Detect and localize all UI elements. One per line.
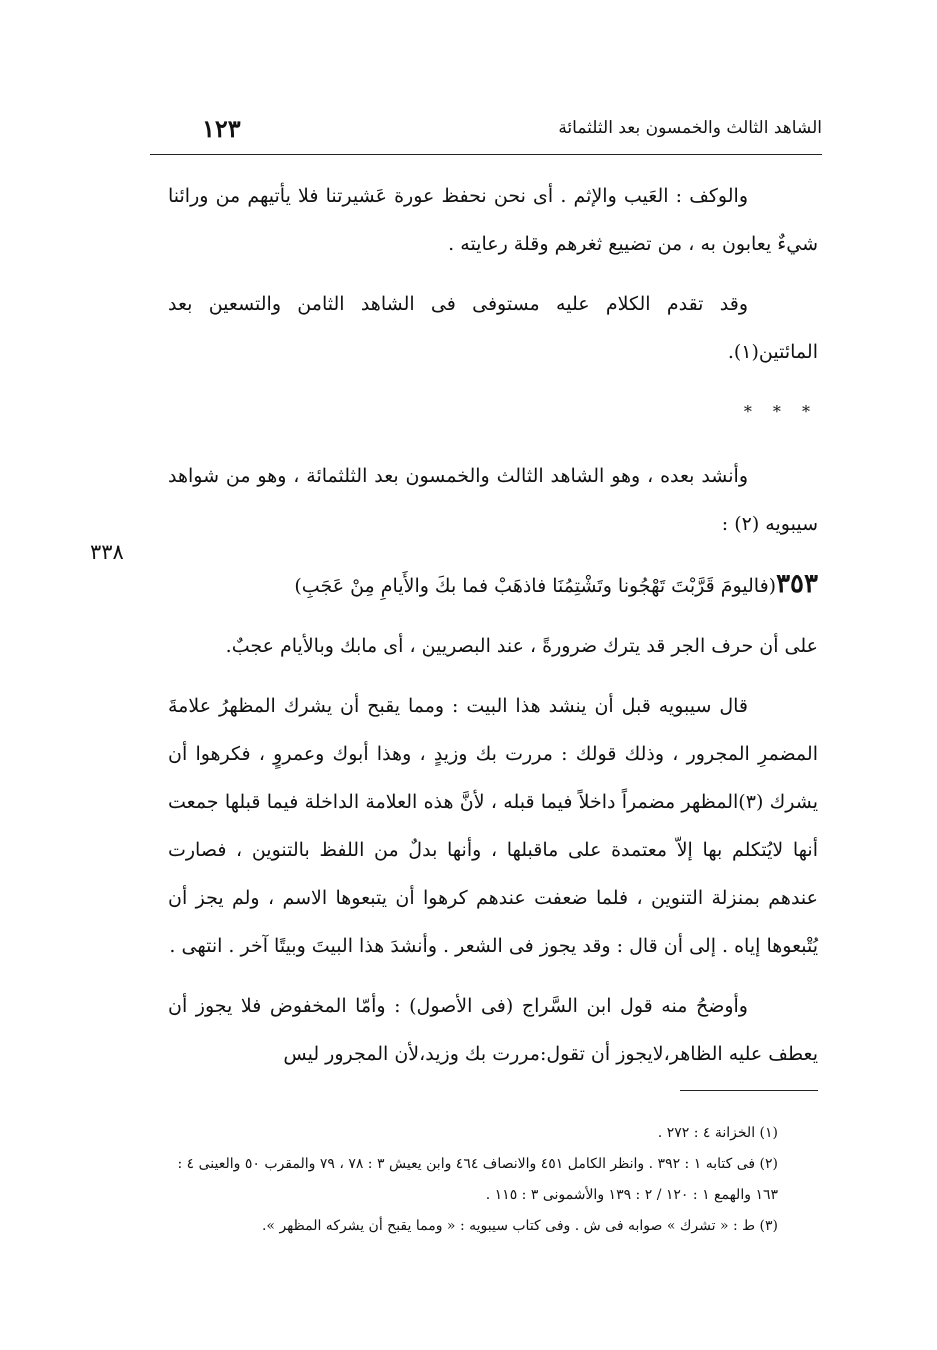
running-title: الشاهد الثالث والخمسون بعد الثلثمائة [558, 118, 822, 138]
paragraph: وأنشد بعده ، وهو الشاهد الثالث والخمسون بعد الثلثمائة ، وهو من شواهد سيبويه (٢) : [168, 465, 818, 535]
paragraph: على أن حرف الجر قد يترك ضرورةً ، عند البصريين ، أى مابك وبالأيام عجبٌ. [225, 635, 818, 657]
verse-line [168, 560, 818, 610]
page-number: ١٢٣ [202, 114, 241, 143]
verse-text: (فاليومَ قَرَّبْتَ تَهْجُونا وتَشْتِمُنَا فاذهَبْ فما بكَ والأَيامِ مِنْ عَجَبِ) [294, 575, 777, 597]
footnote: (١) الخزانة ٤ : ٢٧٢ . [657, 1125, 778, 1141]
footnote-rule [680, 1090, 818, 1091]
paragraph: وقد تقدم الكلام عليه مستوفى فى الشاهد الثامن والتسعين بعد المائتين(١). [168, 293, 818, 363]
header-rule [150, 154, 822, 155]
paragraph: قال سيبويه قبل أن ينشد هذا البيت : ومما يقبح أن يشرك المظهرُ علامةَ المضمرِ المجرور ، وذلك قولك : مررت بك وزيدٍ ، وهذا أبوك وعمروٍ ، فكرهوا أن يشرك (٣)المظهر مضمراً داخلاً فيما قبله ، لأنَّ هذه العلامة الداخلة فيما قبلها جمعت أنها لايُتكلم بها إلاّ معتمدة على ماقبلها ، وأنها بدلٌ من اللفظ بالتنوين ، فصارت عندهم بمنزلة التنوين ، فلما ضعفت عندهم كرهوا أن يتبعوها الاسم ، ولم يجز أن يُتْبعوها إياه . إلى أن قال : وقد يجوز فى الشعر . وأنشدَ هذا البيتَ وبيتًا آخر . انتهى . [168, 695, 818, 957]
footnotes [168, 1118, 818, 1242]
footnote: (٣) ط : « تشرك » صوابه فى ش . وفى كتاب سيبويه : « ومما يقبح أن يشركه المظهر ». [261, 1218, 778, 1234]
paragraph: والوكف : العَيب والإثم . أى نحن نحفظ عورة عَشيرتنا فلا يأتيهم من ورائنا شيءٌ يعابون به ، من تضييع ثغرهم وقلة رعايته . [168, 185, 818, 255]
main-text [168, 172, 818, 1090]
running-header [150, 112, 822, 148]
margin-number: ٣٣٨ [90, 540, 124, 564]
paragraph: وأوضحُ منه قول ابن السَّراج (فى الأصول) : وأمّا المخفوض فلا يجوز أن يعطف عليه الظاهر،لايجوز أن تقول:مررت بك وزيد،لأن المجرور ليس [168, 995, 818, 1065]
footnote: (٢) فى كتابه ١ : ٣٩٢ . وانظر الكامل ٤٥١ والانصاف ٤٦٤ وابن يعيش ٣ : ٧٨ ، ٧٩ والمقرب ٥٠ والعينى ٤ : ١٦٣ والهمع ١ : ١٢٠ / ٢ : ١٣٩ والأشمونى ٣ : ١١٥ . [177, 1156, 778, 1203]
verse-number: ٣٥٣ [776, 569, 818, 599]
section-separator: * * * [743, 402, 818, 421]
